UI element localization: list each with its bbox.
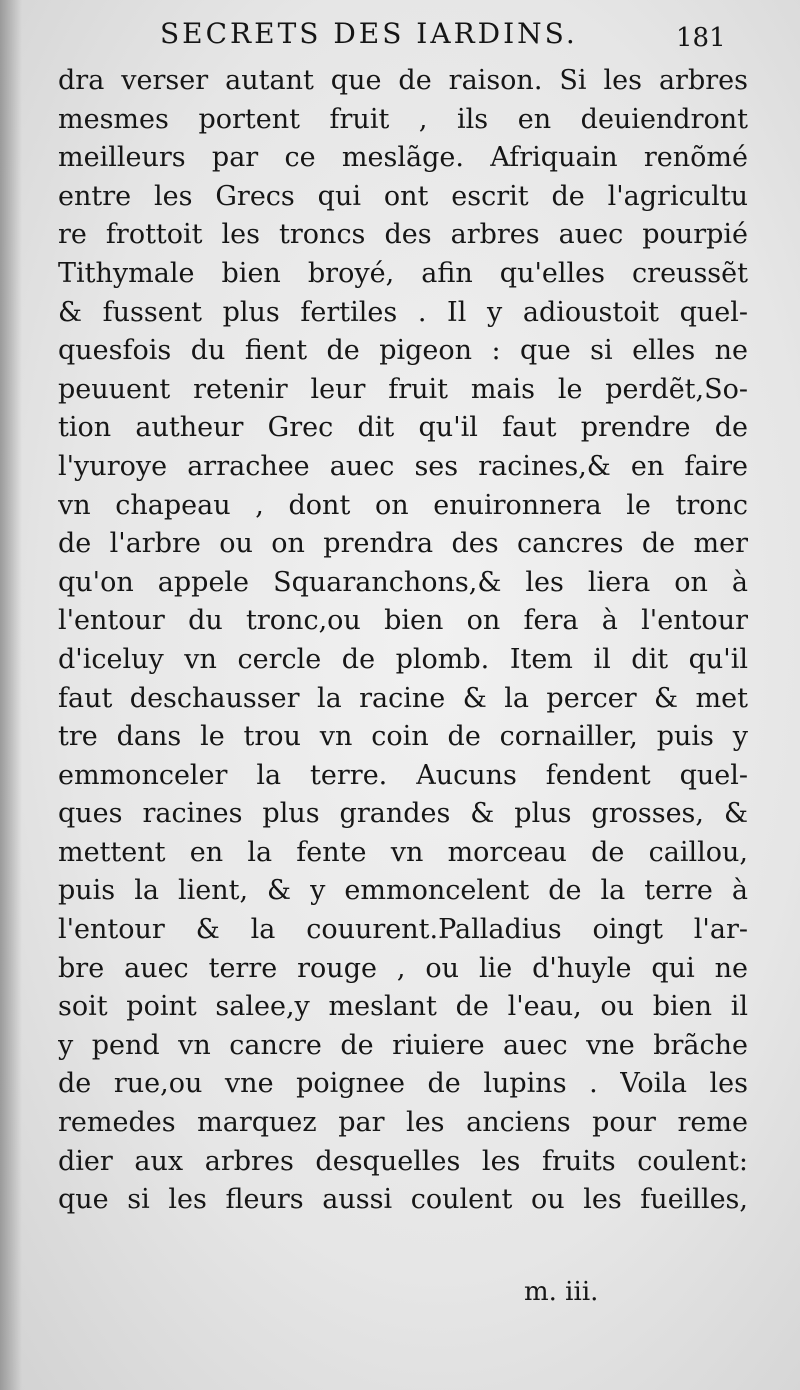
- text-line: tion autheur Grec dit qu'il faut prendre de: [58, 412, 748, 444]
- text-line: emmonceler la terre. Aucuns fendent quel-: [58, 759, 748, 791]
- text-line: faut deschausser la racine & la percer & met: [58, 682, 748, 714]
- text-line: bre auec terre rouge , ou lie d'huyle qui ne: [58, 952, 748, 984]
- body-text: [58, 62, 748, 1220]
- text-line: mesmes portent fruit , ils en deuiendront: [58, 103, 748, 135]
- text-line: peuuent retenir leur fruit mais le perdẽt,So-: [58, 373, 748, 405]
- text-line: que si les fleurs aussi coulent ou les fueilles,: [58, 1184, 748, 1216]
- text-line: & fussent plus fertiles . Il y adioustoit quel-: [58, 296, 748, 328]
- text-line: de rue,ou vne poignee de lupins . Voila les: [58, 1068, 748, 1100]
- text-line: meilleurs par ce meslãge. Afriquain renõmé: [58, 142, 748, 174]
- text-line: l'entour & la couurent.Palladius oingt l'ar-: [58, 914, 748, 946]
- text-line: quesfois du fient de pigeon : que si elles ne: [58, 335, 748, 367]
- text-line: dier aux arbres desquelles les fruits coulent:: [58, 1145, 748, 1177]
- spine-shadow: [0, 0, 22, 1390]
- text-line: ques racines plus grandes & plus grosses, &: [58, 798, 748, 830]
- running-head: SECRETS DES IARDINS.: [160, 17, 578, 50]
- text-line: Tithymale bien broyé, afin qu'elles creussẽt: [58, 257, 748, 289]
- text-line: l'entour du tronc,ou bien on fera à l'entour: [58, 605, 748, 637]
- text-line: mettent en la fente vn morceau de caillou,: [58, 836, 748, 868]
- text-line: vn chapeau , dont on enuironnera le tronc: [58, 489, 748, 521]
- text-line: qu'on appele Squaranchons,& les liera on à: [58, 566, 748, 598]
- text-line: soit point salee,y meslant de l'eau, ou bien il: [58, 991, 748, 1023]
- text-line: puis la lient, & y emmoncelent de la terre à: [58, 875, 748, 907]
- text-line: entre les Grecs qui ont escrit de l'agricultu: [58, 180, 748, 212]
- text-line: y pend vn cancre de riuiere auec vne brãche: [58, 1029, 748, 1061]
- text-line: l'yuroye arrachee auec ses racines,& en faire: [58, 450, 748, 482]
- signature-mark: m. iii.: [524, 1277, 599, 1307]
- text-line: tre dans le trou vn coin de cornailler, puis y: [58, 721, 748, 753]
- text-line: dra verser autant que de raison. Si les arbres: [58, 65, 748, 96]
- text-line: d'iceluy vn cercle de plomb. Item il dit qu'il: [58, 643, 748, 675]
- text-line: remedes marquez par les anciens pour reme: [58, 1107, 748, 1139]
- text-line: re frottoit les troncs des arbres auec pourpié: [58, 219, 748, 251]
- page-number: 181: [676, 23, 726, 53]
- text-line: de l'arbre ou on prendra des cancres de mer: [58, 528, 748, 560]
